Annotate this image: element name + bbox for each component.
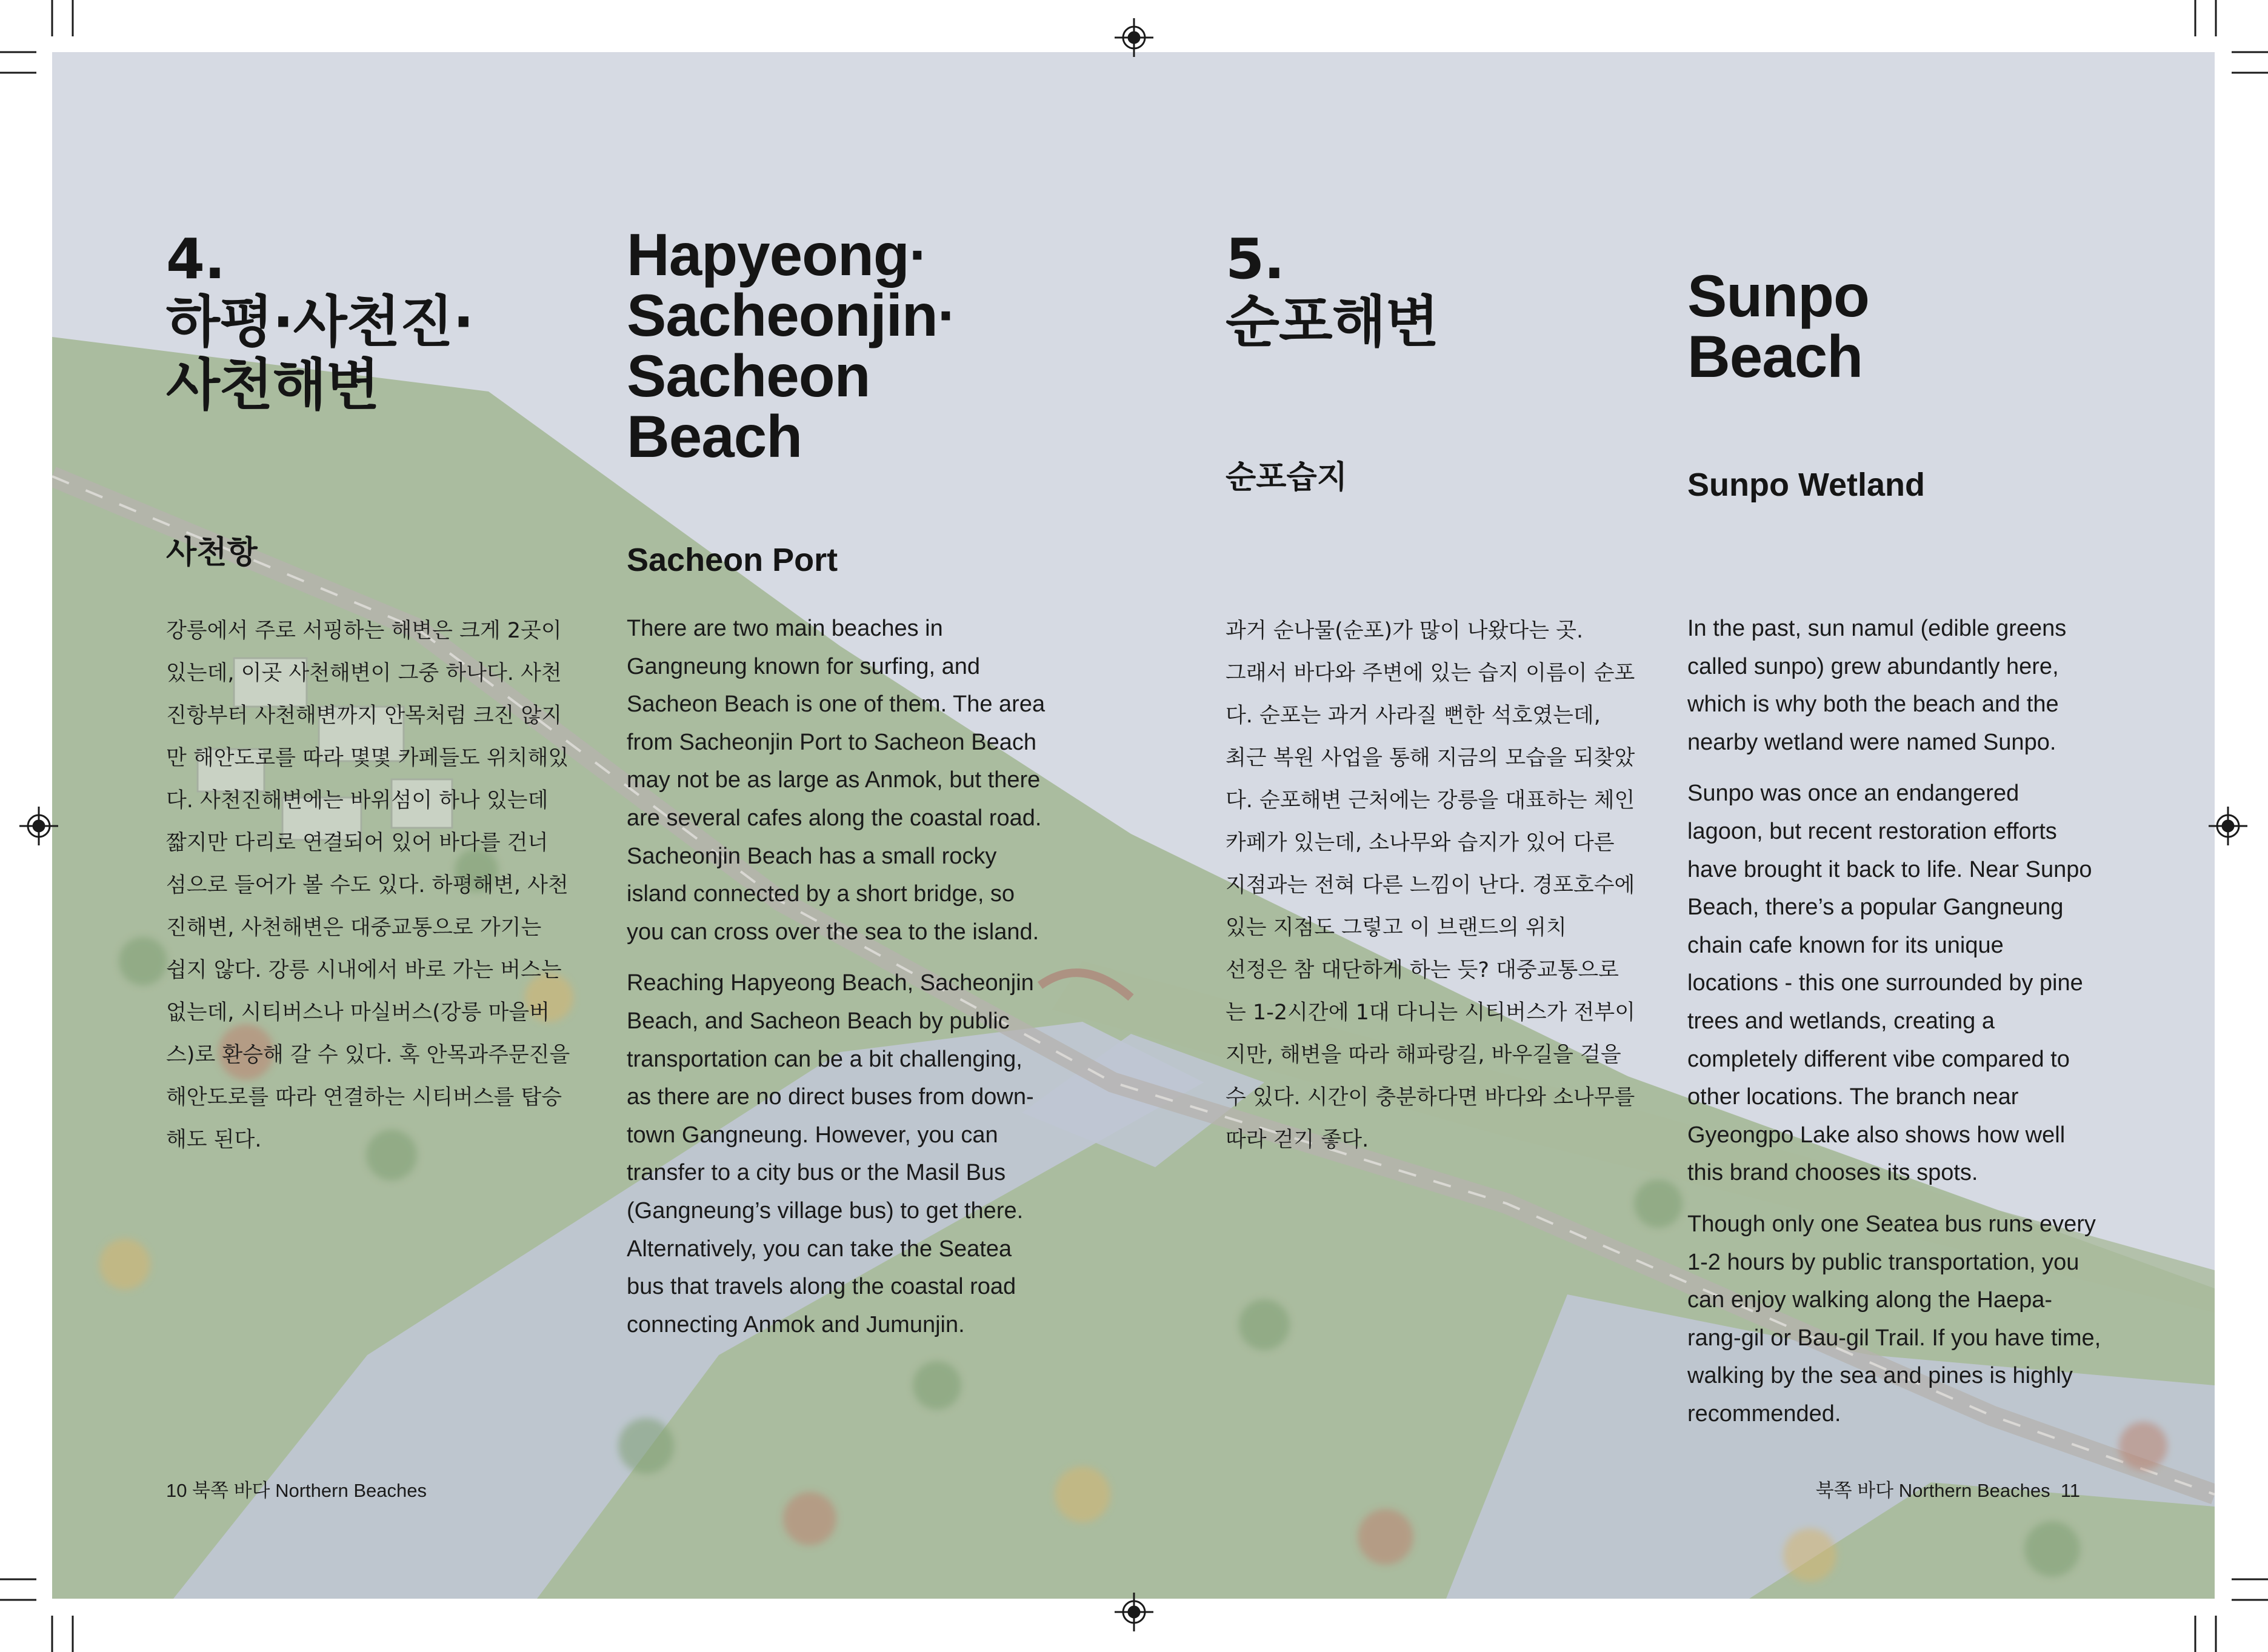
section-4-body-en-wrap [627, 610, 1087, 1357]
section-4-english-column [627, 221, 1063, 470]
section-5-body-en-wrap [1687, 610, 2148, 1446]
section-subtitle-en: Sacheon Port [627, 542, 838, 578]
section-title-en: Hapyeong· Sacheonjin· Sacheon Beach [627, 221, 957, 470]
section-5-subtitle-ko-wrap [1226, 459, 1662, 496]
body-paragraph: In the past, sun namul (edible greens called sunpo) grew abundantly here, which is why both the beach and the nearby wetland were named Sunpo. [1687, 616, 2067, 755]
section-4-body-ko-wrap [166, 610, 602, 1161]
section-title-ko: 하평·사천진· 사천해변 [166, 290, 474, 418]
page-footer-right: 북쪽 바다 Northern Beaches 11 [1815, 1480, 2080, 1501]
section-4-subtitle-ko-wrap [166, 535, 602, 571]
body-paragraph: Though only one Seatea bus runs every 1-2 hours by public transportation, you can enjoy walking along the Haepa- rang-gil or Bau-gil Trail. If you have time, walking by the sea and pines is highly recommended. [1687, 1211, 2101, 1427]
body-paragraph: Reaching Hapyeong Beach, Sacheonjin Beach, and Sacheon Beach by public transportation can be a bit challenging, as there are no direct buses from down- town Gangneung. However, you can transfer to a city bus or the Masil Bus (Gangneung’s village bus) to get there. Alternatively, you can take the Seatea bus that travels along the coastal road connecting Anmok and Jumunjin. [627, 970, 1034, 1337]
section-5-korean-column [1226, 228, 1662, 354]
section-5-subtitle-en-wrap [1687, 467, 2124, 503]
section-5-body-ko-wrap [1226, 610, 1674, 1161]
body-paragraph: Sunpo was once an endangered lagoon, but recent restoration efforts have brought it back to life. Near Sunpo Beach, there’s a popular Gangneung chain cafe known for its unique locations - this one surrounded by pine trees and wetlands, creating a completely different vibe compared to other locations. The branch near Gyeongpo Lake also shows how well this brand chooses its spots. [1687, 781, 2092, 1186]
section-number: 5. [1226, 227, 1284, 291]
section-title-en: Sunpo Beach [1687, 262, 1869, 390]
section-4-subtitle-en-wrap [627, 542, 1063, 578]
section-subtitle-en: Sunpo Wetland [1687, 467, 1925, 503]
section-title-ko: 순포해변 [1226, 290, 1439, 355]
section-5-english-column [1687, 262, 2124, 390]
registration-mark-top [1115, 18, 1153, 57]
section-body-ko: 과거 순나물(순포)가 많이 나왔다는 곳. 그래서 바다와 주변에 있는 습지 이름이 순포 다. 순포는 과거 사라질 뻔한 석호였는데, 최근 복원 사업을 통해 지금의 모습을 되찾았 다. 순포해변 근처에는 강릉을 대표하는 체인 카페가 있는데, 소나무와 습지가 있어 다른 지점과는 전혀 다른 느낌이 난다. 경포호수에 있는 지점도 그렇고 이 브랜드의 위치 선정은 참 대단하게 하는 듯? 대중교통으로 는 1-2시간에 1대 다니는 시티버스가 전부이 지만, 해변을 따라 해파랑길, 바우길을 걸을 수 있다. 시간이 충분하다면 바다와 소나무를 따라 걷기 좋다. [1226, 619, 1636, 1152]
page-footer-left: 10 북쪽 바다 Northern Beaches [166, 1480, 427, 1501]
section-body-ko: 강릉에서 주로 서핑하는 해변은 크게 2곳이 있는데, 이곳 사천해변이 그중 하나다. 사천 진항부터 사천해변까지 안목처럼 크진 않지 만 해안도로를 따라 몇몇 카페들도 위치해있 다. 사천진해변에는 바위섬이 하나 있는데 짧지만 다리로 연결되어 있어 바다를 건너 섬으로 들어가 볼 수도 있다. 하평해변, 사천 진해변, 사천해변은 대중교통으로 가기는 쉽지 않다. 강릉 시내에서 바로 가는 버스는 없는데, 시티버스나 마실버스(강릉 마을버 스)로 환승해 갈 수 있다. 혹 안목과주문진을 해안도로를 따라 연결하는 시티버스를 탑승 해도 된다. [166, 619, 570, 1152]
section-subtitle-ko: 순포습지 [1226, 459, 1347, 496]
section-4-korean-column [166, 228, 602, 417]
body-paragraph: There are two main beaches in Gangneung known for surfing, and Sacheon Beach is one of them. The area from Sacheonjin Port to Sacheon Beach may not be as large as Anmok, but there are several cafes along the coastal road. Sacheonjin Beach has a small rocky island connected by a short bridge, so you can cross over the sea to the island. [627, 616, 1046, 945]
section-number: 4. [166, 227, 225, 291]
book-spread [52, 52, 2215, 1599]
section-subtitle-ko: 사천항 [166, 535, 258, 571]
